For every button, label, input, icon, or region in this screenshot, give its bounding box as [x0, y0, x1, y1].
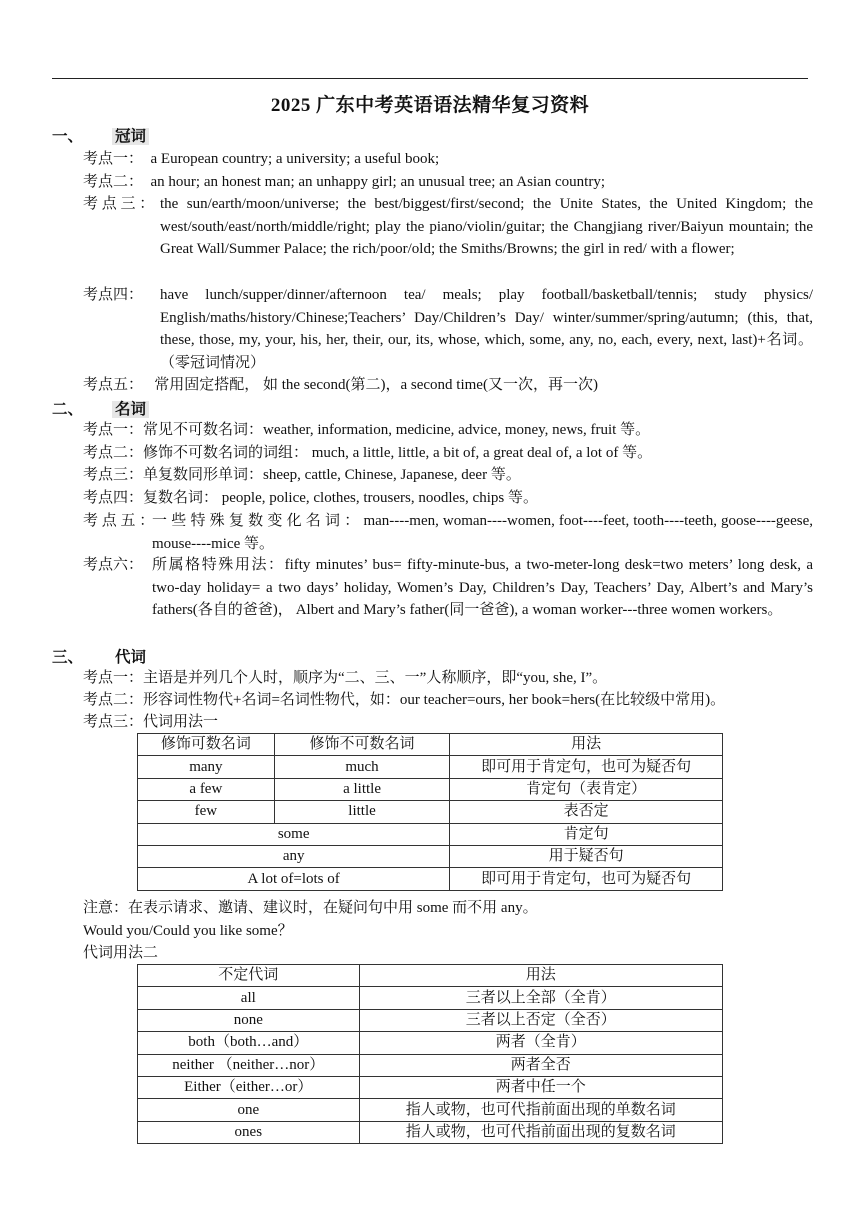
- point-3-2: [83, 689, 725, 712]
- section-number: 二、: [52, 401, 84, 418]
- section-name: 名词: [112, 401, 149, 418]
- table-header-cell: 不定代词: [138, 965, 360, 987]
- point-2-2: [83, 442, 652, 465]
- table-cell: any: [138, 845, 450, 867]
- table-row: [138, 778, 723, 800]
- point-label: 考点三：: [83, 714, 144, 730]
- section-heading-nouns: [52, 397, 149, 419]
- point-text: 修饰不可数名词的词组： much, a little, little, a bit of, a great deal of, a lot of 等。: [143, 445, 653, 461]
- header-rule: [52, 78, 808, 79]
- table-cell: 两者全否: [359, 1054, 722, 1076]
- point-text: 复数名词： people, police, clothes, trousers, noodles, chips 等。: [143, 490, 538, 506]
- table-header-cell: 修饰可数名词: [138, 734, 275, 756]
- point-1-1: [83, 148, 439, 171]
- table-cell: 指人或物，也可代指前面出现的复数名词: [359, 1121, 722, 1143]
- point-label: 考点二：: [83, 692, 144, 708]
- point-text: 主语是并列几个人时，顺序为“二、三、一”人称顺序，即“you, she, I”。: [143, 670, 608, 686]
- table-cell: neither （neither…nor）: [138, 1054, 360, 1076]
- point-text: 形容词性物代+名词=名词性物代，如：our teacher=ours, her book=hers(在比较级中常用)。: [143, 692, 726, 708]
- point-label: 考点一：: [83, 151, 144, 167]
- table-cell: 指人或物，也可代指前面出现的单数名词: [359, 1099, 722, 1121]
- table-cell: 三者以上否定（全否）: [359, 1009, 722, 1031]
- table-row: [138, 1076, 723, 1098]
- point-1-3: [83, 193, 813, 261]
- point-text: 常用固定搭配， 如 the second(第二)，a second time(又一次，再一次): [154, 377, 598, 393]
- section-heading-pronouns: [52, 645, 149, 667]
- table-header-row: [138, 734, 723, 756]
- point-text: 所属格特殊用法：fifty minutes’ bus= fifty-minute-bus, a two-meter-long desk=two meters’ long desk, a two-day holiday= a two days’ holiday, Women’s Day, Children’s Day, Teachers’ Day, Albert’s and Mary’s fathers(各自的爸爸)， Albert and Mary’s father(同一爸爸), a woman worker---three women workers。: [152, 557, 813, 619]
- table-row: [138, 1009, 723, 1031]
- point-label: 考点二：: [83, 174, 144, 190]
- table-cell: Either（either…or）: [138, 1076, 360, 1098]
- section-heading-articles: [52, 124, 149, 146]
- point-1-5: [83, 374, 598, 397]
- point-label: 考点六：: [83, 557, 144, 573]
- point-text: an hour; an honest man; an unhappy girl; an unusual tree; an Asian country;: [150, 174, 605, 190]
- table-cell: a few: [138, 778, 275, 800]
- table-cell: 即可用于肯定句，也可为疑否句: [450, 756, 723, 778]
- table-row: [138, 845, 723, 867]
- table-cell: both（both…and）: [138, 1032, 360, 1054]
- table-cell: a little: [274, 778, 450, 800]
- point-2-1: [83, 419, 650, 442]
- table-cell: none: [138, 1009, 360, 1031]
- table-cell: little: [274, 801, 450, 823]
- note-example: Would you/Could you like some？: [83, 923, 293, 939]
- point-label: 考 点 五 ：: [83, 513, 155, 529]
- table-cell: 用于疑否句: [450, 845, 723, 867]
- table-cell: 肯定句（表肯定）: [450, 778, 723, 800]
- table-header-cell: 用法: [359, 965, 722, 987]
- point-text: the sun/earth/moon/universe; the best/biggest/first/second; the Unite States, the United Kingdom; the west/south/east/north/middle/right; play the piano/violin/guitar; the Changjiang river/Baiyun mountain; the Great Wall/Summer Palace; the rich/poor/old; the Smiths/Browns; the girl in red/ with a flower;: [160, 196, 813, 258]
- point-3-3: [83, 711, 218, 734]
- point-text: a European country; a university; a useful book;: [150, 151, 440, 167]
- table-cell: few: [138, 801, 275, 823]
- table-row: [138, 756, 723, 778]
- table-cell: many: [138, 756, 275, 778]
- table-cell: one: [138, 1099, 360, 1121]
- point-label: 考点四：: [83, 490, 144, 506]
- point-text: have lunch/supper/dinner/afternoon tea/ meals; play football/basketball/tennis; study physics/ English/maths/history/Chinese;Teachers’ Day/Children’s Day/ winter/summer/spring/autumn; (this, that, these, those, my, your, his, her, their, our, its, whose, which, some, any, no, each, every, next, last)+名词。（零冠词情况）: [160, 287, 813, 371]
- table-row: [138, 1121, 723, 1143]
- point-label: 考点四：: [83, 287, 144, 303]
- table-cell: ones: [138, 1121, 360, 1143]
- pronoun-usage-table-2: [137, 964, 723, 1144]
- point-1-2: [83, 171, 605, 194]
- point-2-6: [83, 554, 813, 622]
- table-row: [138, 1054, 723, 1076]
- point-2-4: [83, 487, 538, 510]
- point-label: 考点二：: [83, 445, 144, 461]
- table-cell: much: [274, 756, 450, 778]
- section-number: 一、: [52, 128, 84, 145]
- point-label: 考 点 三 ：: [83, 196, 155, 212]
- point-label: 考点五：: [83, 377, 144, 393]
- table-cell: some: [138, 823, 450, 845]
- table-row: [138, 1099, 723, 1121]
- point-text: 一 些 特 殊 复 数 变 化 名 词 ： man----men, woman----women, foot----feet, tooth----teeth, goose----geese, mouse----mice 等。: [152, 513, 813, 552]
- point-1-4: [83, 284, 813, 374]
- point-text: 单复数同形单词：sheep, cattle, Chinese, Japanese, deer 等。: [143, 467, 521, 483]
- section-name: 冠词: [112, 128, 149, 145]
- point-label: 考点一：: [83, 422, 144, 438]
- note-some-any: 注意：在表示请求、邀请、建议时，在疑问句中用 some 而不用 any。: [83, 900, 538, 916]
- point-text: 常见不可数名词：weather, information, medicine, advice, money, news, fruit 等。: [143, 422, 651, 438]
- table-cell: 两者中任一个: [359, 1076, 722, 1098]
- point-label: 考点一：: [83, 670, 144, 686]
- section-name: 代词: [115, 649, 147, 666]
- table-row: [138, 801, 723, 823]
- point-text: 代词用法一: [143, 714, 219, 730]
- table-row: [138, 868, 723, 890]
- table-cell: 肯定句: [450, 823, 723, 845]
- point-3-1: [83, 667, 607, 690]
- table-cell: 两者（全肯）: [359, 1032, 722, 1054]
- table-row: [138, 987, 723, 1009]
- table-header-cell: 修饰不可数名词: [274, 734, 450, 756]
- point-2-5: [83, 510, 813, 555]
- table-header-row: [138, 965, 723, 987]
- table-cell: 表否定: [450, 801, 723, 823]
- table-cell: all: [138, 987, 360, 1009]
- page-title: 2025 广东中考英语语法精华复习资料: [270, 95, 590, 116]
- table-cell: 三者以上全部（全肯）: [359, 987, 722, 1009]
- table-row: [138, 823, 723, 845]
- section-number: 三、: [52, 649, 84, 666]
- point-2-3: [83, 464, 521, 487]
- point-label: 考点三：: [83, 467, 144, 483]
- table-cell: A lot of=lots of: [138, 868, 450, 890]
- pronoun-usage-table-1: [137, 733, 723, 891]
- usage-two-title: 代词用法二: [83, 945, 159, 961]
- table-cell: 即可用于肯定句，也可为疑否句: [450, 868, 723, 890]
- table-row: [138, 1032, 723, 1054]
- table-header-cell: 用法: [450, 734, 723, 756]
